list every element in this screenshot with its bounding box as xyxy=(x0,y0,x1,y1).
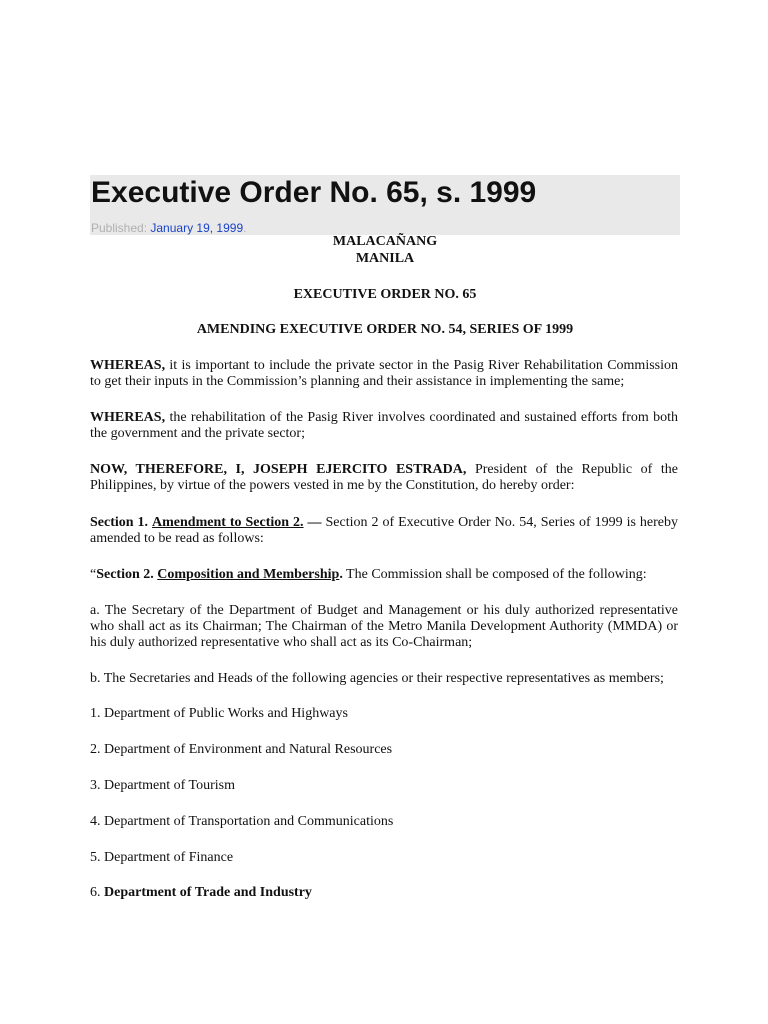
section-2-heading: Composition and Membership xyxy=(157,567,340,582)
member-item-2: 2. Department of Environment and Natural Resources xyxy=(90,742,393,757)
member-item-5: 5. Department of Finance xyxy=(90,850,234,865)
open-quote: “ xyxy=(90,567,97,582)
order-number-heading: EXECUTIVE ORDER NO. 65 xyxy=(293,287,477,302)
member-6-number: 6. xyxy=(90,885,104,900)
whereas-paragraph-2 xyxy=(90,410,678,442)
now-therefore-lead: NOW, THEREFORE, I, JOSEPH EJERCITO ESTRADA, xyxy=(90,462,467,477)
section-1-label: Section 1. xyxy=(90,515,149,530)
city-heading: MANILA xyxy=(355,251,415,266)
now-therefore-text: President of the Republic of the Philippines, by virtue of the powers vested in me by the Constitution, do hereby order: xyxy=(90,462,678,493)
member-item-1: 1. Department of Public Works and Highways xyxy=(90,706,348,721)
whereas-text: it is important to include the private sector in the Pasig River Rehabilitation Commission to get their inputs in the Commission’s planning and their assistance in implementing the same; xyxy=(90,358,678,389)
member-6-name: Department of Trade and Industry xyxy=(104,885,312,900)
section-1-paragraph xyxy=(90,515,678,547)
item-b-paragraph: b. The Secretaries and Heads of the following agencies or their respective representatives as members; xyxy=(90,671,664,686)
whereas-lead: WHEREAS, xyxy=(90,358,166,373)
member-item-3: 3. Department of Tourism xyxy=(90,778,235,793)
order-subject-heading: AMENDING EXECUTIVE ORDER NO. 54, SERIES OF 1999 xyxy=(196,322,574,337)
item-a-paragraph: a. The Secretary of the Department of Budget and Management or his duly authorized representative who shall act as its Chairman; The Chairman of the Metro Manila Development Authority (MMDA) or his duly authorized representative who shall act as its Co-Chairman; xyxy=(90,603,678,650)
whereas-lead: WHEREAS, xyxy=(90,410,166,425)
member-item-6 xyxy=(90,885,312,901)
section-2-label: Section 2. xyxy=(96,567,154,582)
section-2-period: . xyxy=(339,567,343,582)
published-suffix: . xyxy=(243,221,247,235)
published-label: Published: xyxy=(91,221,151,235)
section-2-paragraph xyxy=(90,567,678,583)
section-2-text: The Commission shall be composed of the following: xyxy=(342,567,647,582)
whereas-text: the rehabilitation of the Pasig River involves coordinated and sustained efforts from both the government and the private sector; xyxy=(90,410,678,441)
page-title: Executive Order No. 65, s. 1999 xyxy=(91,176,537,209)
now-therefore-paragraph xyxy=(90,462,678,494)
section-1-heading: Amendment to Section 2. xyxy=(152,515,304,530)
whereas-paragraph-1 xyxy=(90,358,678,390)
section-1-dash: — xyxy=(303,515,322,530)
member-item-4: 4. Department of Transportation and Communications xyxy=(90,814,394,829)
section-1-text: Section 2 of Executive Order No. 54, Series of 1999 is hereby amended to be read as follows: xyxy=(90,515,678,546)
published-date-link[interactable]: January 19, 1999 xyxy=(150,221,244,235)
palace-heading: MALACAÑANG xyxy=(332,234,438,249)
